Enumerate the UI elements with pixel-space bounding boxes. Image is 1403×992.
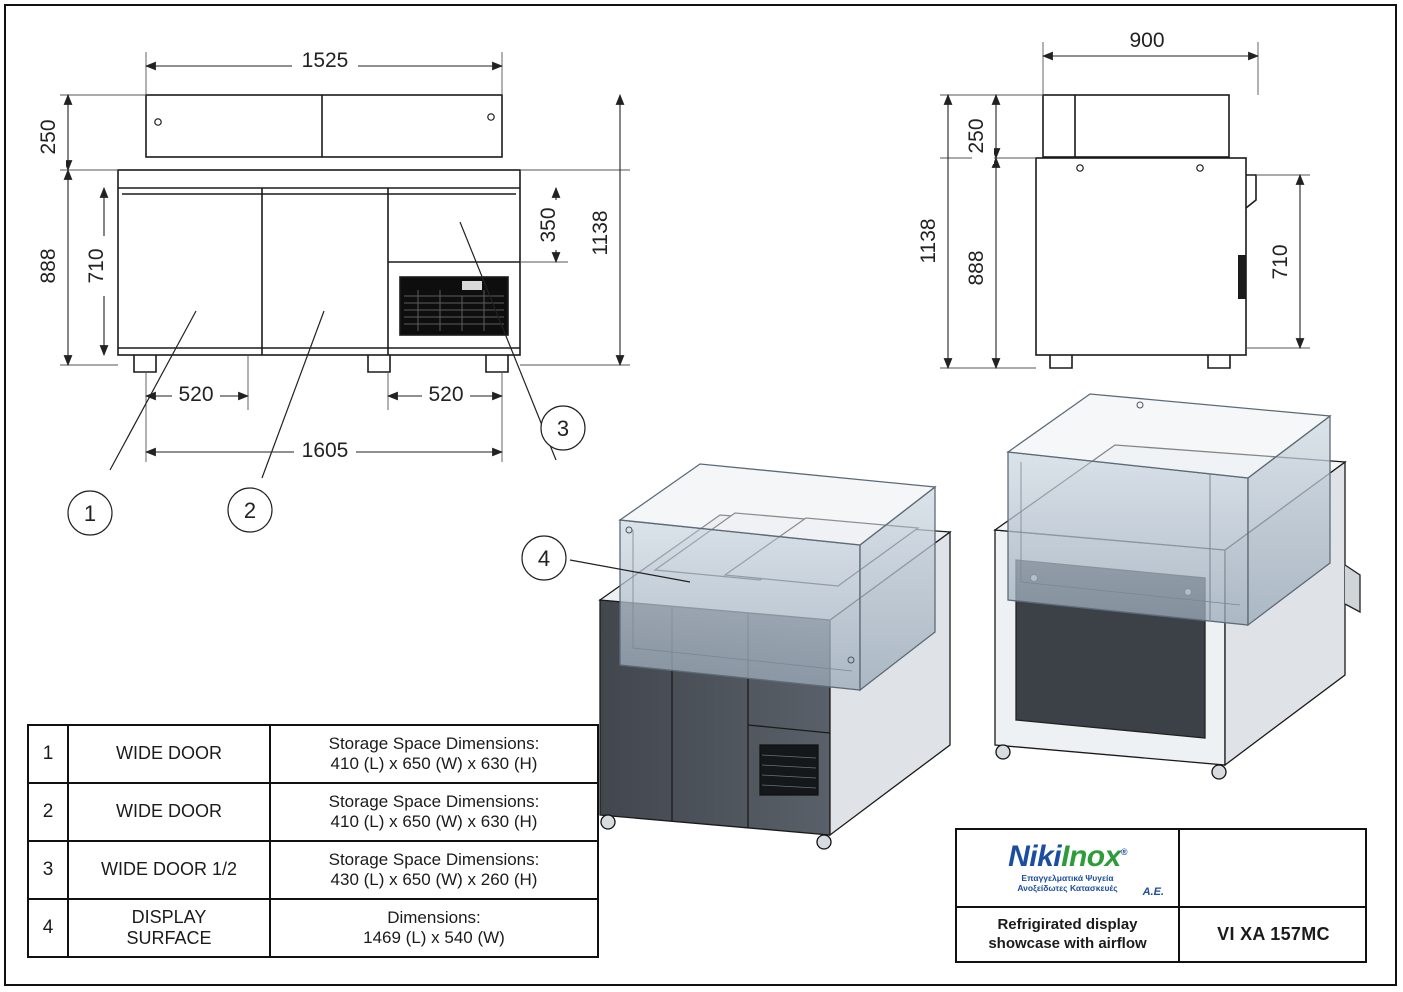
table-row bbox=[28, 841, 598, 899]
row-4-name-line1: DISPLAY bbox=[131, 906, 207, 927]
title-block-empty-cell bbox=[1180, 830, 1367, 908]
balloon-2-label: 2 bbox=[243, 498, 257, 523]
row-4-desc-line1: Dimensions: bbox=[387, 907, 481, 927]
logo-text-1: Niki bbox=[1008, 840, 1062, 874]
balloon-1-label: 1 bbox=[83, 501, 97, 526]
dim-front-drawer-height: 350 bbox=[537, 207, 560, 243]
row-1-desc-line1: Storage Space Dimensions: bbox=[328, 733, 540, 753]
spec-table bbox=[27, 724, 599, 958]
logo-text-2: Inox bbox=[1061, 840, 1121, 874]
row-3-desc bbox=[270, 841, 598, 899]
dim-front-top-height: 250 bbox=[37, 119, 60, 155]
product-description-line2: showcase with airflow bbox=[988, 934, 1147, 952]
row-1-desc bbox=[270, 725, 598, 783]
balloon-4-label: 4 bbox=[537, 546, 551, 571]
dim-side-body-height: 888 bbox=[965, 250, 988, 286]
row-2-name: WIDE DOOR bbox=[68, 783, 270, 841]
row-4-desc-line2: 1469 (L) x 540 (W) bbox=[363, 928, 505, 947]
balloon-3-label: 3 bbox=[556, 416, 570, 441]
product-description bbox=[957, 908, 1180, 961]
product-model-code: VI XA 157MC bbox=[1217, 924, 1330, 944]
row-2-desc-line1: Storage Space Dimensions: bbox=[328, 791, 540, 811]
dim-side-top-height: 250 bbox=[965, 118, 988, 154]
dim-front-body-height: 888 bbox=[37, 248, 60, 284]
row-2-desc-line2: 410 (L) x 650 (W) x 630 (H) bbox=[330, 812, 538, 831]
dim-front-door-width-right: 520 bbox=[428, 383, 464, 406]
table-row bbox=[28, 783, 598, 841]
logo-wordmark bbox=[1008, 842, 1127, 872]
row-4-number: 4 bbox=[28, 899, 68, 957]
logo-subtitle-line2: Ανοξείδωτες Κατασκευές bbox=[1017, 883, 1118, 893]
row-1-name: WIDE DOOR bbox=[68, 725, 270, 783]
dim-front-base-width: 1605 bbox=[301, 439, 349, 462]
logo-subtitle bbox=[1017, 874, 1117, 894]
row-3-desc-line1: Storage Space Dimensions: bbox=[328, 849, 540, 869]
product-description-line1: Refrigirated display bbox=[997, 915, 1138, 933]
dim-front-overall-height: 1138 bbox=[589, 210, 612, 256]
row-1-number: 1 bbox=[28, 725, 68, 783]
logo-subtitle-line1: Επαγγελματικά Ψυγεία bbox=[1021, 873, 1114, 884]
row-4-name bbox=[68, 899, 270, 957]
logo-registered-mark: ® bbox=[1120, 847, 1127, 858]
row-4-name-line2: SURFACE bbox=[126, 928, 212, 948]
title-block bbox=[955, 828, 1367, 963]
dim-side-overall-height: 1138 bbox=[917, 218, 940, 264]
row-3-number: 3 bbox=[28, 841, 68, 899]
row-3-desc-line2: 430 (L) x 650 (W) x 260 (H) bbox=[330, 870, 538, 889]
dim-front-door-height: 710 bbox=[85, 248, 108, 284]
row-1-desc-line2: 410 (L) x 650 (W) x 630 (H) bbox=[330, 754, 538, 773]
logo-company-type: A.E. bbox=[1142, 886, 1164, 898]
row-2-desc bbox=[270, 783, 598, 841]
company-logo bbox=[957, 830, 1180, 908]
dim-front-top-width: 1525 bbox=[301, 49, 349, 72]
dim-side-door-height: 710 bbox=[1269, 244, 1292, 280]
dim-side-depth: 900 bbox=[1129, 29, 1165, 52]
dim-front-door-width-left: 520 bbox=[178, 383, 214, 406]
row-2-number: 2 bbox=[28, 783, 68, 841]
row-4-desc bbox=[270, 899, 598, 957]
row-3-name: WIDE DOOR 1/2 bbox=[68, 841, 270, 899]
table-row bbox=[28, 725, 598, 783]
table-row bbox=[28, 899, 598, 957]
